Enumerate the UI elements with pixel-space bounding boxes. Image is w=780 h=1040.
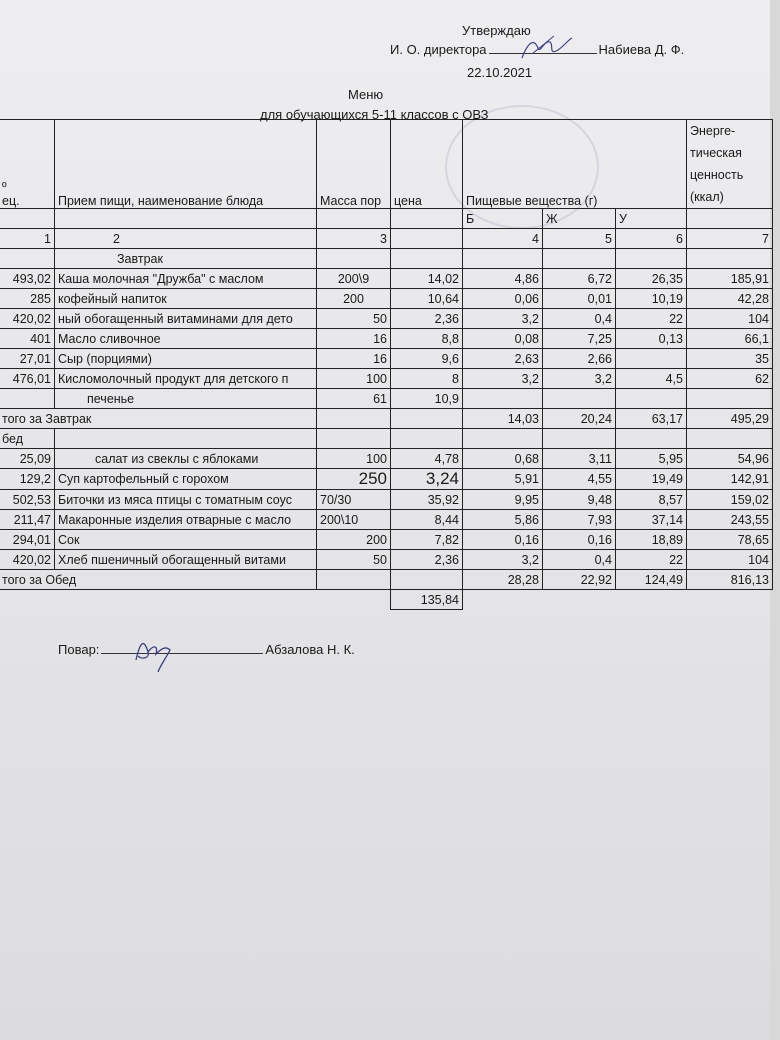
cell-kcal: 159,02 [687, 490, 773, 510]
table-row [0, 449, 773, 469]
header-zh: Ж [543, 209, 616, 229]
cell-mass: 100 [317, 369, 391, 389]
cell-price: 10,64 [391, 289, 463, 309]
cell-b: 5,86 [463, 510, 543, 530]
cell-b: 9,95 [463, 490, 543, 510]
header-row [0, 120, 773, 209]
total-zh: 20,24 [543, 409, 616, 429]
section-title-breakfast: Завтрак [55, 249, 317, 269]
total-u: 63,17 [616, 409, 687, 429]
cell-mass: 200 [317, 289, 391, 309]
table-row [0, 369, 773, 389]
cell-kcal: 66,1 [687, 329, 773, 349]
section-row-breakfast [0, 249, 773, 269]
cell-u: 5,95 [616, 449, 687, 469]
cell-rec [0, 389, 55, 409]
cell-b: 5,91 [463, 469, 543, 490]
header-b: Б [463, 209, 543, 229]
cell-dish: Масло сливочное [55, 329, 317, 349]
cell-dish: Кисломолочный продукт для детского п [55, 369, 317, 389]
cell-rec: 129,2 [0, 469, 55, 490]
cell-kcal: 62 [687, 369, 773, 389]
header-energy [687, 120, 773, 209]
document-subtitle: для обучающихся 5-11 классов с ОВЗ [260, 107, 489, 122]
cell-price: 14,02 [391, 269, 463, 289]
cell-rec: 211,47 [0, 510, 55, 530]
cell-mass: 250 [317, 469, 391, 490]
cell-rec: 420,02 [0, 309, 55, 329]
director-name: Набиева Д. Ф. [598, 42, 685, 57]
cell-kcal: 54,96 [687, 449, 773, 469]
cell-u: 22 [616, 550, 687, 570]
col-number: 5 [543, 229, 616, 249]
table-row [0, 510, 773, 530]
col-number: 7 [687, 229, 773, 249]
table-row [0, 349, 773, 369]
cell-price: 2,36 [391, 550, 463, 570]
table-row [0, 550, 773, 570]
table-row [0, 289, 773, 309]
table-row [0, 309, 773, 329]
director-label: И. О. директора [390, 42, 487, 57]
cell-kcal: 104 [687, 550, 773, 570]
cook-signature [130, 632, 180, 676]
subheader-row [0, 209, 773, 229]
cell-dish: Макаронные изделия отварные с масло [55, 510, 317, 530]
header-num-line1: º [2, 180, 7, 194]
cell-kcal [687, 389, 773, 409]
cell-zh: 0,4 [543, 550, 616, 570]
cell-price: 7,82 [391, 530, 463, 550]
cell-price: 4,78 [391, 449, 463, 469]
cell-u: 0,13 [616, 329, 687, 349]
header-num-line2: ец. [2, 194, 20, 208]
cell-mass: 16 [317, 329, 391, 349]
cell-rec: 27,01 [0, 349, 55, 369]
header-energy-line: (ккал) [690, 190, 724, 204]
cell-u: 4,5 [616, 369, 687, 389]
header-nutrients: Пищевые вещества (г) [463, 120, 687, 209]
cell-zh: 9,48 [543, 490, 616, 510]
cell-b: 3,2 [463, 550, 543, 570]
table-row [0, 530, 773, 550]
approval-word: Утверждаю [462, 23, 531, 38]
header-mass: Масса пор [317, 120, 391, 209]
table-row [0, 329, 773, 349]
cell-u: 8,57 [616, 490, 687, 510]
cell-mass: 50 [317, 309, 391, 329]
table-row [0, 469, 773, 490]
cell-dish: Суп картофельный с горохом [55, 469, 317, 490]
cell-zh: 7,25 [543, 329, 616, 349]
cell-dish: Сок [55, 530, 317, 550]
section-row-lunch [0, 429, 773, 449]
cell-kcal: 243,55 [687, 510, 773, 530]
cell-rec: 401 [0, 329, 55, 349]
cell-rec: 502,53 [0, 490, 55, 510]
cell-dish: Биточки из мяса птицы с томатным соус [55, 490, 317, 510]
total-kcal: 816,13 [687, 570, 773, 590]
cell-price: 8 [391, 369, 463, 389]
header-price: цена [391, 120, 463, 209]
cell-zh: 2,66 [543, 349, 616, 369]
cell-rec: 476,01 [0, 369, 55, 389]
total-label-breakfast: того за Завтрак [0, 409, 317, 429]
header-energy-line: тическая [690, 146, 742, 160]
cell-b [463, 389, 543, 409]
cell-dish: Хлеб пшеничный обогащенный витами [55, 550, 317, 570]
cell-kcal: 142,91 [687, 469, 773, 490]
cell-mass: 16 [317, 349, 391, 369]
header-energy-line: ценность [690, 168, 744, 182]
cell-kcal: 42,28 [687, 289, 773, 309]
cell-price: 3,24 [391, 469, 463, 490]
cell-u: 37,14 [616, 510, 687, 530]
cell-rec: 294,01 [0, 530, 55, 550]
cell-u: 26,35 [616, 269, 687, 289]
cell-kcal: 78,65 [687, 530, 773, 550]
cell-u: 18,89 [616, 530, 687, 550]
cell-zh: 7,93 [543, 510, 616, 530]
cook-label: Повар: [58, 642, 100, 657]
cell-zh [543, 389, 616, 409]
cell-dish: Каша молочная "Дружба" с маслом [55, 269, 317, 289]
cell-price: 35,92 [391, 490, 463, 510]
total-label-lunch: того за Обед [0, 570, 317, 590]
total-b: 28,28 [463, 570, 543, 590]
total-u: 124,49 [616, 570, 687, 590]
cell-rec: 493,02 [0, 269, 55, 289]
cell-mass: 200\9 [317, 269, 391, 289]
cell-dish: печенье [55, 389, 317, 409]
col-number: 2 [55, 229, 317, 249]
cell-b: 2,63 [463, 349, 543, 369]
cell-u: 22 [616, 309, 687, 329]
cell-dish: салат из свеклы с яблоками [55, 449, 317, 469]
cell-b: 3,2 [463, 309, 543, 329]
cell-b: 3,2 [463, 369, 543, 389]
header-energy-line: Энерге- [690, 124, 736, 138]
col-number: 3 [317, 229, 391, 249]
cell-rec: 285 [0, 289, 55, 309]
cell-price: 2,36 [391, 309, 463, 329]
approval-date: 22.10.2021 [467, 65, 533, 80]
cell-u: 10,19 [616, 289, 687, 309]
cell-mass: 200\10 [317, 510, 391, 530]
cell-price: 9,6 [391, 349, 463, 369]
cook-name: Абзалова Н. К. [265, 642, 355, 657]
cell-mass: 61 [317, 389, 391, 409]
cell-u [616, 389, 687, 409]
col-number: 6 [616, 229, 687, 249]
cell-kcal: 35 [687, 349, 773, 369]
cell-zh: 3,2 [543, 369, 616, 389]
header-u: У [616, 209, 687, 229]
cell-dish: кофейный напиток [55, 289, 317, 309]
col-number: 4 [463, 229, 543, 249]
header-dish: Прием пищи, наименование блюда [55, 120, 317, 209]
cell-zh: 4,55 [543, 469, 616, 490]
grand-total-price: 135,84 [391, 590, 463, 610]
cell-b: 4,86 [463, 269, 543, 289]
director-signature [518, 34, 576, 64]
cell-mass: 200 [317, 530, 391, 550]
section-title-lunch: бед [0, 429, 55, 449]
total-row-lunch [0, 570, 773, 590]
cell-mass: 70/30 [317, 490, 391, 510]
cell-rec: 25,09 [0, 449, 55, 469]
document-title: Меню [348, 87, 384, 102]
cell-kcal: 185,91 [687, 269, 773, 289]
cell-zh: 0,4 [543, 309, 616, 329]
cell-u [616, 349, 687, 369]
cell-price: 10,9 [391, 389, 463, 409]
grand-total-row [0, 590, 773, 610]
cell-zh: 0,01 [543, 289, 616, 309]
menu-table [0, 119, 773, 610]
cell-kcal: 104 [687, 309, 773, 329]
cell-b: 0,08 [463, 329, 543, 349]
cell-price: 8,8 [391, 329, 463, 349]
cell-b: 0,16 [463, 530, 543, 550]
cell-b: 0,68 [463, 449, 543, 469]
cook-signature-line [101, 642, 263, 654]
cell-price: 8,44 [391, 510, 463, 530]
cell-zh: 0,16 [543, 530, 616, 550]
cell-rec: 420,02 [0, 550, 55, 570]
cell-dish: Сыр (порциями) [55, 349, 317, 369]
table-row [0, 389, 773, 409]
cook-line [58, 642, 355, 657]
col-number: 1 [0, 229, 55, 249]
cell-b: 0,06 [463, 289, 543, 309]
total-b: 14,03 [463, 409, 543, 429]
header-num [0, 120, 55, 209]
total-row-breakfast [0, 409, 773, 429]
cell-zh: 3,11 [543, 449, 616, 469]
table-row [0, 490, 773, 510]
cell-mass: 50 [317, 550, 391, 570]
column-number-row [0, 229, 773, 249]
cell-zh: 6,72 [543, 269, 616, 289]
cell-mass: 100 [317, 449, 391, 469]
table-row [0, 269, 773, 289]
total-kcal: 495,29 [687, 409, 773, 429]
cell-u: 19,49 [616, 469, 687, 490]
total-zh: 22,92 [543, 570, 616, 590]
cell-dish: ный обогащенный витаминами для дето [55, 309, 317, 329]
